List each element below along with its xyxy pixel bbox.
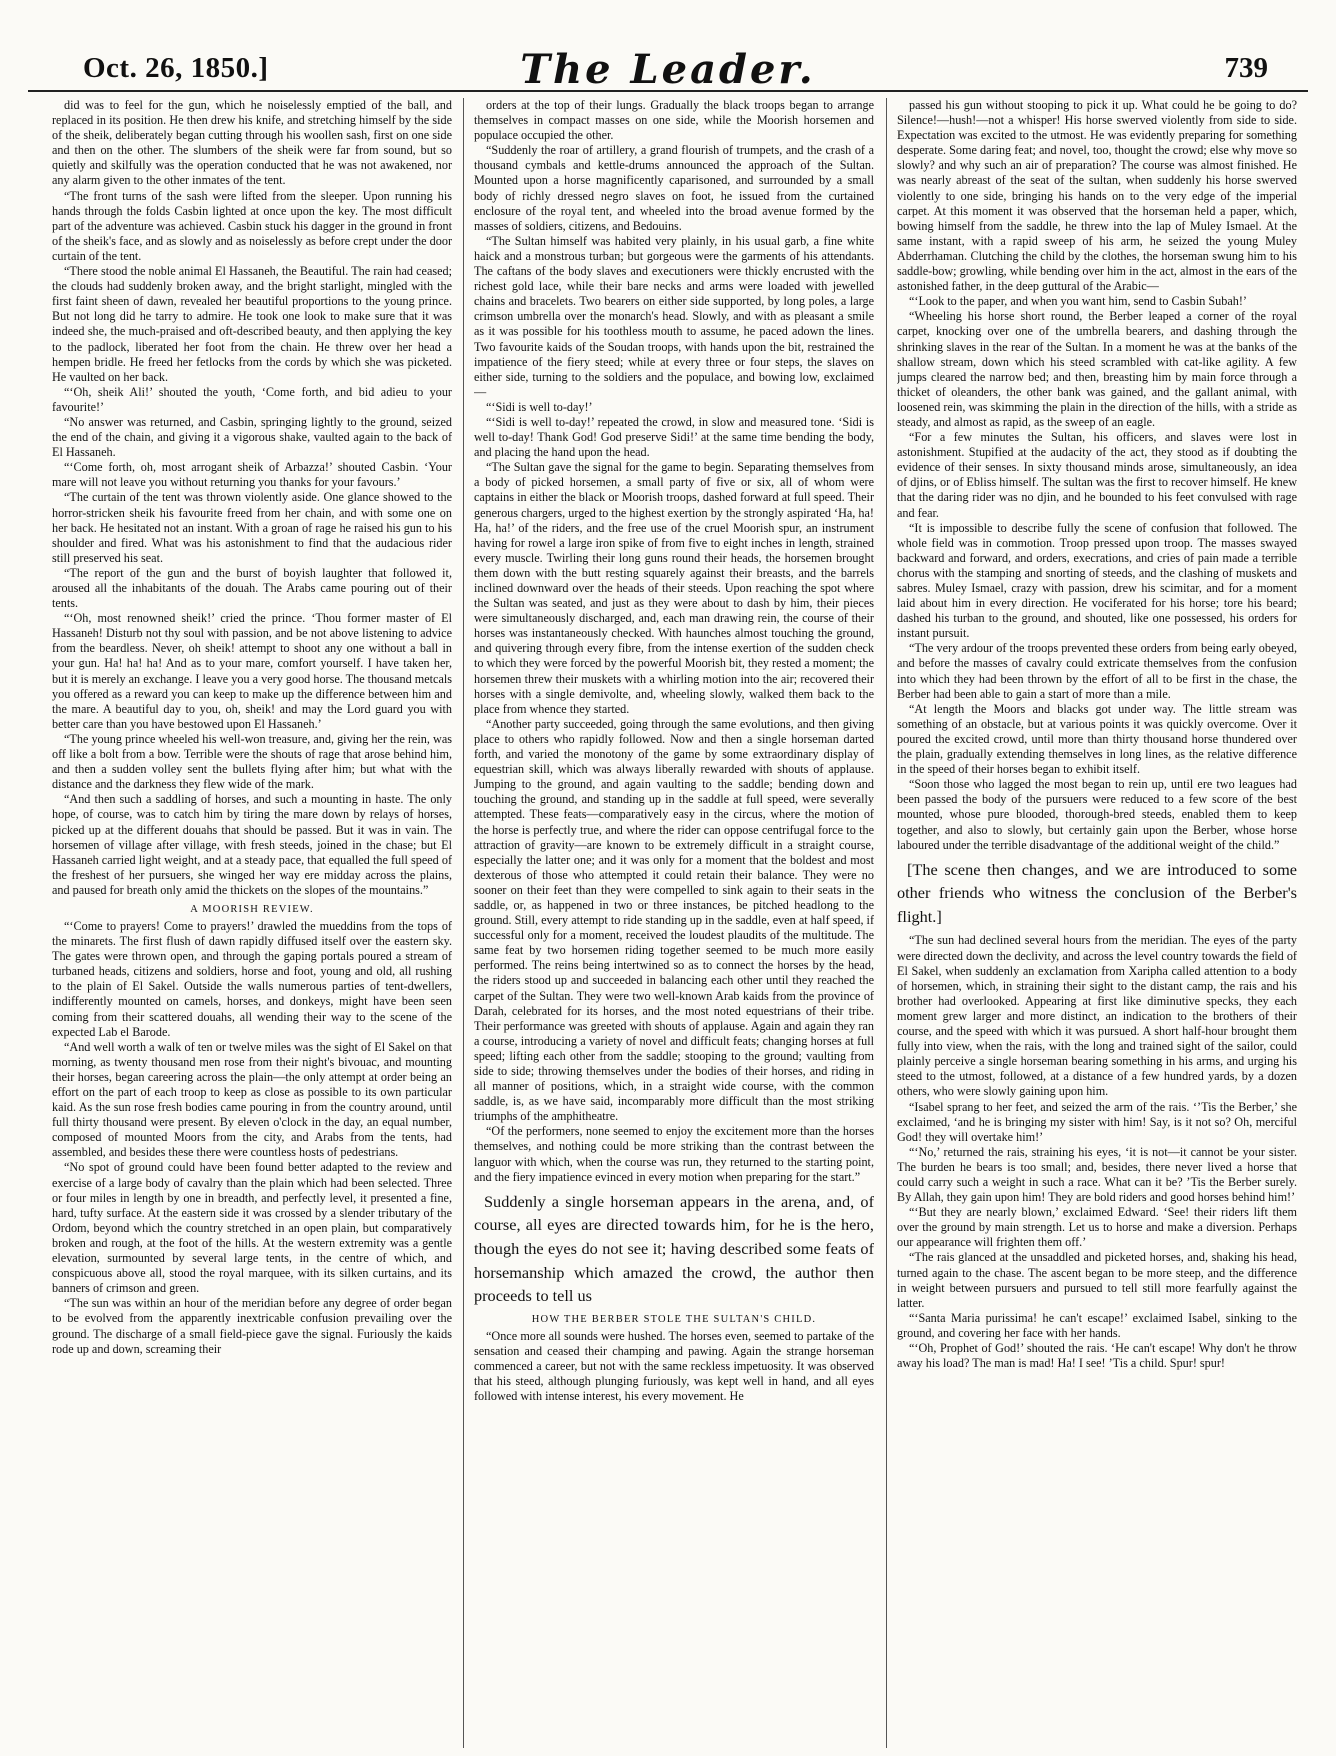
paragraph: “Suddenly the roar of artillery, a grand flourish of trumpets, and the crash of a thousand cymbals and kettle-drums announced the approach of the Sultan. Mounted upon a horse magnificently caparisoned, and surrounded by a small body of richly dressed negro slaves on foot, he issued from the curtained enclosure of the royal tent, and wheeled into the broad avenue formed by the masses of soldiers, citizens, and Bedouins. bbox=[474, 143, 874, 233]
editorial-note: [The scene then changes, and we are introduced to some other friends who witness the conclusion of the Berber's flight.] bbox=[897, 859, 1297, 926]
paragraph: “The young prince wheeled his well-won treasure, and, giving her the rein, was off like a bolt from a bow. Terrible were the shouts of rage that arose behind him, and then a sudden volley sent the bullets flying after him; but what with the distance and the darkness they flew wide of the mark. bbox=[52, 731, 452, 792]
issue-date: Oct. 26, 1850.] bbox=[83, 52, 269, 84]
paragraph: “Soon those who lagged the most began to rein up, until ere two leagues had been passed the body of the pursuers were reduced to a few score of the best mounted, whose pure blooded, thorough-bred steeds, enabled them to keep together, and also to slowly, but certainly gain upon the Berber, whose horse laboured under the terrible disadvantage of the additional weight of the child.” bbox=[897, 777, 1297, 852]
paragraph: “No spot of ground could have been found better adapted to the review and exercise of a large body of cavalry than the plain which had been selected. Three or four miles in length by one in breadth, and perfectly level, it presented a fine, hard, tufty surface. At the eastern side it was crossed by a slender tributary of the Ordom, beyond which the country stretched in an open plain, but comparatively broken and rough, at the foot of the hills. At the western extremity was a gentle elevation, surmounted by several large tents, in the centre of which, and conspicuous above all, stood the royal marquee, with its silken curtains, and its banners of crimson and green. bbox=[52, 1160, 452, 1296]
paragraph: “‘Oh, sheik Ali!’ shouted the youth, ‘Come forth, and bid adieu to your favourite!’ bbox=[52, 384, 452, 414]
editorial-note: Suddenly a single horseman appears in the arena, and, of course, all eyes are directed towards him, for he is the hero, though the eyes do not see it; having described some feats of horsemanship which amazed the crowd, the author then proceeds to tell us bbox=[474, 1191, 874, 1306]
paragraph: “Once more all sounds were hushed. The horses even, seemed to partake of the sensation and ceased their champing and pawing. Again the strange horseman commenced a career, but not with the same reckless impetuosity. It was observed that his steed, although plunging furiously, was kept well in hand, and all eyes followed with intense interest, his every movement. He bbox=[474, 1328, 874, 1404]
paragraph: “‘Santa Maria purissima! he can't escape!’ exclaimed Isabel, sinking to the ground, and covering her face with her hands. bbox=[897, 1310, 1297, 1340]
section-heading: A MOORISH REVIEW. bbox=[190, 903, 314, 915]
column-2 bbox=[474, 98, 874, 1748]
paragraph: “And then such a saddling of horses, and such a mounting in haste. The only hope, of course, was to catch him by tiring the mare down by relays of horses, picked up at the different douahs that should be passed. But it was in vain. The horsemen of village after village, with fresh steeds, joined in the chase; but El Hassaneh carried light weight, and at a steady pace, that equalled the full speed of the freshest of her pursuers, she winged her way ere midday across the plains, and paused for breath only amid the thickets on the slopes of the mountains.” bbox=[52, 792, 452, 897]
paragraph: “The report of the gun and the burst of boyish laughter that followed it, aroused all the inhabitants of the douah. The Arabs came pouring out of their tents. bbox=[52, 565, 452, 611]
page-number: 739 bbox=[1224, 52, 1268, 84]
newspaper-title: The Leader. bbox=[520, 46, 816, 93]
paragraph: “‘Sidi is well to-day!’ bbox=[486, 399, 593, 414]
paragraph: “The curtain of the tent was thrown violently aside. One glance showed to the horror-stricken sheik his favourite freed from her chain, and with some one on her back. He hesitated not an instant. With a groan of rage he raised his gun to his shoulder and fired. What was his astonishment to find that the audacious rider still preserved his seat. bbox=[52, 490, 452, 565]
paragraph: “At length the Moors and blacks got under way. The little stream was something of an obstacle, but at various points it was quickly overcome. Over it poured the excited crowd, until more than thirty thousand horse thundered over the plain, gradually extending themselves in long lines, as the relative difference in the speed of their horses began to exhibit itself. bbox=[897, 701, 1297, 777]
section-heading: HOW THE BERBER STOLE THE SULTAN'S CHILD. bbox=[531, 1313, 817, 1325]
paragraph: “‘No,’ returned the rais, straining his eyes, ‘it is not—it cannot be your sister. The burden he bears is too small; and, besides, there never lived a horse that could carry such a weight in such a race. What can it be? ’Tis the Berber surely. By Allah, they gain upon him! They are bold riders and good horses behind him!’ bbox=[897, 1144, 1297, 1205]
paragraph: “Another party succeeded, going through the same evolutions, and then giving place to others who rapidly followed. Now and then a single horseman darted forth, and varied the monotony of the game by some extraordinary display of equestrian skill, which was always liberally rewarded with shouts of applause. Jumping to the ground, and again vaulting to the saddle; bending down and touching the ground, and standing up in the saddle at full speed, were severally attempted. These feats—comparatively easy in the circus, where the motion of the horse is perfectly true, and where the rider can oppose centrifugal force to the attraction of gravity—are known to be extremely difficult in a straight course, especially the latter one; and it was only for a moment that the boldest and most dexterous of those who attempted it could retain their balance. They were no sooner on their feet than they were compelled to sink again to their seats in the saddle, or, as happened in two or three instances, be pitched headlong to the ground. Still, every attempt to ride standing up in the saddle, even at half speed, if successful only for a moment, received the loudest plaudits of the multitude. The same feat by two horsemen riding together seemed to be much more easily performed. The reins being intertwined so as to connect the horses by the head, the riders stood up and succeeded in balancing each other until they reached the carpet of the Sultan. They were two well-known Arab kaids from the province of Darah, celebrated for its horses, and the most noted equestrians of their tribe. Their performance was greeted with shouts of applause. Again and again they ran a course, introducing a variety of novel and difficult feats; changing horses at full speed; lifting each other from the saddle; stooping to the ground; vaulting from side to side; throwing themselves under the bodies of their horses, and riding in all manner of positions, which, in a straight wide course, with the common saddle, is, as we have said, incomparably more difficult than the most striking triumphs of the amphitheatre. bbox=[474, 716, 874, 1124]
masthead bbox=[28, 0, 1308, 92]
article-columns bbox=[52, 98, 1297, 1748]
column-divider bbox=[463, 98, 464, 1748]
paragraph: “Wheeling his horse short round, the Berber leaped a corner of the royal carpet, knocking over one of the umbrella bearers, and dashing through the shrinking slaves in the rear of the Sultan. In a moment he was at the banks of the shallow stream, down which his steed scrambled with cat-like agility. A few jumps cleared the narrow bed; and then, breasting him by main force through a thicket of oleanders, the other bank was gained, and the gallant animal, with loosened rein, was skimming the plain in the direction of the hills, with a stride as steady, and almost as rapid, as the sweep of an eagle. bbox=[897, 309, 1297, 429]
paragraph: “The front turns of the sash were lifted from the sleeper. Upon running his hands through the folds Casbin lighted at once upon the key. The most difficult part of the adventure was achieved. Casbin stuck his dagger in the ground in front of the sheik's face, and as slowly and as noiselessly as before crept under the door curtain of the tent. bbox=[52, 188, 452, 263]
paragraph: “‘Oh, Prophet of God!’ shouted the rais. ‘He can't escape! Why don't he throw away his load? The man is mad! Ha! I see! ’Tis a child. Spur! spur! bbox=[897, 1341, 1297, 1371]
paragraph: “Isabel sprang to her feet, and seized the arm of the rais. ‘’Tis the Berber,’ she exclaimed, ‘and he is bringing my sister with him! Say, is it not so? Oh, merciful God! they will overtake him!’ bbox=[897, 1099, 1297, 1144]
column-3 bbox=[897, 98, 1297, 1748]
paragraph: “It is impossible to describe fully the scene of confusion that followed. The whole field was in commotion. Troop pressed upon troop. The masses swayed backward and forward, and orders, execrations, and cries of pain made a terrible chorus with the stamping and snorting of steeds, and the clashing of muskets and sabres. Muley Ismael, crazy with passion, drew his scimitar, and for a moment laid about him in every direction. He vociferated for his horse; tore his beard; dashed his turban to the ground, and shouted, like one possessed, his orders for instant pursuit. bbox=[897, 520, 1297, 641]
header-rule bbox=[28, 90, 1308, 92]
paragraph: “There stood the noble animal El Hassaneh, the Beautiful. The rain had ceased; the clouds had suddenly broken away, and the bright starlight, mingled with the first faint sheen of dawn, revealed her beautiful proportions to the young prince. But not long did he tarry to admire. He took one look to make sure that it was indeed she, the much-praised and oft-described beauty, and then applying the key to the padlock, liberated her foot from the chain. He threw over her head a hempen bridle. He freed her fetlocks from the cords by which she was picketed. He vaulted on her back. bbox=[52, 264, 452, 384]
paragraph: “‘Oh, most renowned sheik!’ cried the prince. ‘Thou former master of El Hassaneh! Disturb not thy soul with passion, and be not above listening to advice from the beardless. Never, oh sheik! attempt to shoot any one without a ball in your gun. Ha! ha! ha! And as to your mare, comfort yourself. I have taken her, but it is merely an exchange. I leave you a very good horse. The thousand metcals you offered as a reward you can keep to make up the difference between him and the mare. A beautiful day to you, oh, sheik! and may the Lord guard you with better care than you have bestowed upon El Hassaneh.’ bbox=[52, 611, 452, 731]
paragraph: “‘Look to the paper, and when you want him, send to Casbin Subah!’ bbox=[909, 294, 1247, 309]
column-divider bbox=[886, 98, 887, 1748]
paragraph: “No answer was returned, and Casbin, springing lightly to the ground, seized the end of the chain, and giving it a vigorous shake, vaulted again to the back of El Hassaneh. bbox=[52, 414, 452, 460]
paragraph: passed his gun without stooping to pick it up. What could he be going to do? Silence!—hush!—not a whisper! His horse swerved violently from side to side. Expectation was excited to the utmost. He was evidently preparing for something desperate. Some daring feat; and novel, too, thought the crowd; else why move so slowly? and why such an air of preparation? The course was almost finished. He was nearly abreast of the seat of the sultan, when suddenly his horse swerved violently to one side, bringing his hands on to the very edge of the imperial carpet. At this moment it was observed that the horseman held a paper, which, bowing himself from the saddle, he threw into the lap of Muley Ismael. At the same instant, with a rapid sweep of his arm, he seized the young Muley Abderrhaman. Clutching the child by the clothes, the horseman swung him to his saddle-bow; growling, while bending over him in the act, almost in the ears of the astonished father, in the deep guttural of the Arabic— bbox=[897, 98, 1297, 294]
paragraph: “The Sultan gave the signal for the game to begin. Separating themselves from a body of picked horsemen, a small party of five or six, all of whom were captains in either the black or Moorish troops, dashed forward at full speed. Their generous chargers, urged to the highest exertion by the strongly aspirated ‘Ha, ha! Ha, ha!’ of the riders, and the free use of the cruel Moorish spur, an instrument having for rowel a large iron spike of from five to eight inches in length, strained every muscle. Twirling their long guns round their heads, the horsemen brought them down with the butt resting squarely against their breasts, and the barrels inclined downward over the heads of their steeds. Upon reaching the spot where the Sultan was seated, and just as they were about to dash by him, their pieces were simultaneously discharged, and, each man drawing rein, the course of their horses was instantaneously checked. With haunches almost touching the ground, and quivering through every fibre, from the intense exertion of the sudden check to which they were forced by the powerful Moorish bit, they rested a moment; the horsemen threw their muskets with a whirling motion into the air; recovered their horses with a single demivolte, and, wheeling slowly, walked them back to the place from whence they started. bbox=[474, 460, 874, 716]
paragraph: did was to feel for the gun, which he noiselessly emptied of the ball, and replaced in its position. He then drew his knife, and stretching himself by the side of the sheik, deliberately began cutting through his woollen sash, first on one side and then on the other. The slumbers of the sheik were far from sound, but so quietly and skilfully was the operation conducted that he was not awakened, nor any alarm given to the other inmates of the tent. bbox=[52, 98, 452, 188]
paragraph: “‘But they are nearly blown,’ exclaimed Edward. ‘See! their riders lift them over the ground by main strength. Let us to horse and make a diversion. Perhaps our appearance will frighten them off.’ bbox=[897, 1205, 1297, 1250]
paragraph: “Of the performers, none seemed to enjoy the excitement more than the horses themselves, and nothing could be more striking than the contrast between the languor with which, when the course was run, they returned to the starting point, and the fiery impatience evinced in every motion when preparing for the start.” bbox=[474, 1124, 874, 1184]
paragraph: orders at the top of their lungs. Gradually the black troops began to arrange themselves in compact masses on one side, while the Moorish horsemen and populace occupied the other. bbox=[474, 98, 874, 143]
paragraph: “And well worth a walk of ten or twelve miles was the sight of El Sakel on that morning, as twenty thousand men rose from their night's bivouac, and mounting their horses, began careering across the plain—the only attempt at order being an effort on the part of each troop to keep as close as possible to its own particular kaid. As the sun rose fresh bodies came pouring in from the country around, until full thirty thousand were present. By eleven o'clock in the day, an equal number, composed of mounted Moors from the city, and Arabs from the tents, had assembled, and besides these there were countless hosts of pedestrians. bbox=[52, 1039, 452, 1160]
paragraph: “For a few minutes the Sultan, his officers, and slaves were lost in astonishment. Stupified at the audacity of the act, they stood as if doubting the evidence of their senses. In sixty thousand minds arose, simultaneously, an idea of djins, or of Ebliss himself. The sultan was the first to recover himself. He knew that the daring rider was no djin, and he bounded to his feet convulsed with rage and fear. bbox=[897, 430, 1297, 520]
paragraph: “‘Come to prayers! Come to prayers!’ drawled the mueddins from the tops of the minarets. The first flush of dawn rapidly diffused itself over the eastern sky. The gates were thrown open, and through the gaping portals poured a stream of turbaned heads, citizens and soldiers, horse and foot, young and old, all rushing to the plain of El Sakel. Outside the walls numerous parties of tent-dwellers, indifferently mounted on camels, horses, and donkeys, might have been seen coming from their scattered douahs, all wending their way to the scene of the expected Lab el Barode. bbox=[52, 918, 452, 1039]
paragraph: “‘Sidi is well to-day!’ repeated the crowd, in slow and measured tone. ‘Sidi is well to-day! Thank God! God preserve Sidi!’ at the same time bending the body, and placing the hand upon the head. bbox=[474, 414, 874, 460]
paragraph: “‘Come forth, oh, most arrogant sheik of Arbazza!’ shouted Casbin. ‘Your mare will not leave you without returning you thanks for your favours.’ bbox=[52, 460, 452, 490]
paragraph: “The very ardour of the troops prevented these orders from being early obeyed, and before the masses of cavalry could extricate themselves from the confusion into which they had been thrown by the effort of all to be first in the chase, the Berber had been able to gain a start of more than a mile. bbox=[897, 641, 1297, 701]
paragraph: “The Sultan himself was habited very plainly, in his usual garb, a fine white haick and a monstrous turban; but gorgeous were the garments of his attendants. The caftans of the body slaves and executioners were thickly encrusted with the richest gold lace, while their bare necks and arms were loaded with jewelled chains and bracelets. Two bearers on either side supported, by long poles, a large crimson umbrella over the monarch's head. Slowly, and with as pleasant a smile as it was possible for his toothless mouth to assume, he paced adown the lines. Two favourite kaids of the Soudan troops, with hands upon the bit, restrained the impatience of the fiery steed; while at every three or four steps, the slaves on either side, turning to the soldiers and the populace, and bowing low, exclaimed— bbox=[474, 233, 874, 399]
paragraph: “The rais glanced at the unsaddled and picketed horses, and, shaking his head, turned again to the chase. The ascent began to be more steep, and the difference in weight between pursuers and pursued to tell still more fearfully against the latter. bbox=[897, 1250, 1297, 1310]
paragraph: “The sun was within an hour of the meridian before any degree of order began to be evolved from the apparently inextricable confusion prevailing over the ground. The discharge of a small field-piece gave the signal. Furiously the kaids rode up and down, screaming their bbox=[52, 1296, 452, 1356]
paragraph: “The sun had declined several hours from the meridian. The eyes of the party were directed down the declivity, and across the level country towards the field of El Sakel, when suddenly an exclamation from Xaripha called attention to a body of horsemen, which, in straining their sight to the distant camp, the rais and his brother had overlooked. Appearing at first like diminutive specks, they each moment grew larger and more distinct, an indication to the brothers of their course, and the speed with which it was pursued. A short half-hour brought them fully into view, when the rais, with the long and trained sight of the sailor, could plainly perceive a single horseman bearing something in his arms, and urging his steed to the utmost, followed, at a distance of a few hundred yards, by a dozen others, who were slowly gaining upon him. bbox=[897, 933, 1297, 1099]
column-1 bbox=[52, 98, 452, 1748]
